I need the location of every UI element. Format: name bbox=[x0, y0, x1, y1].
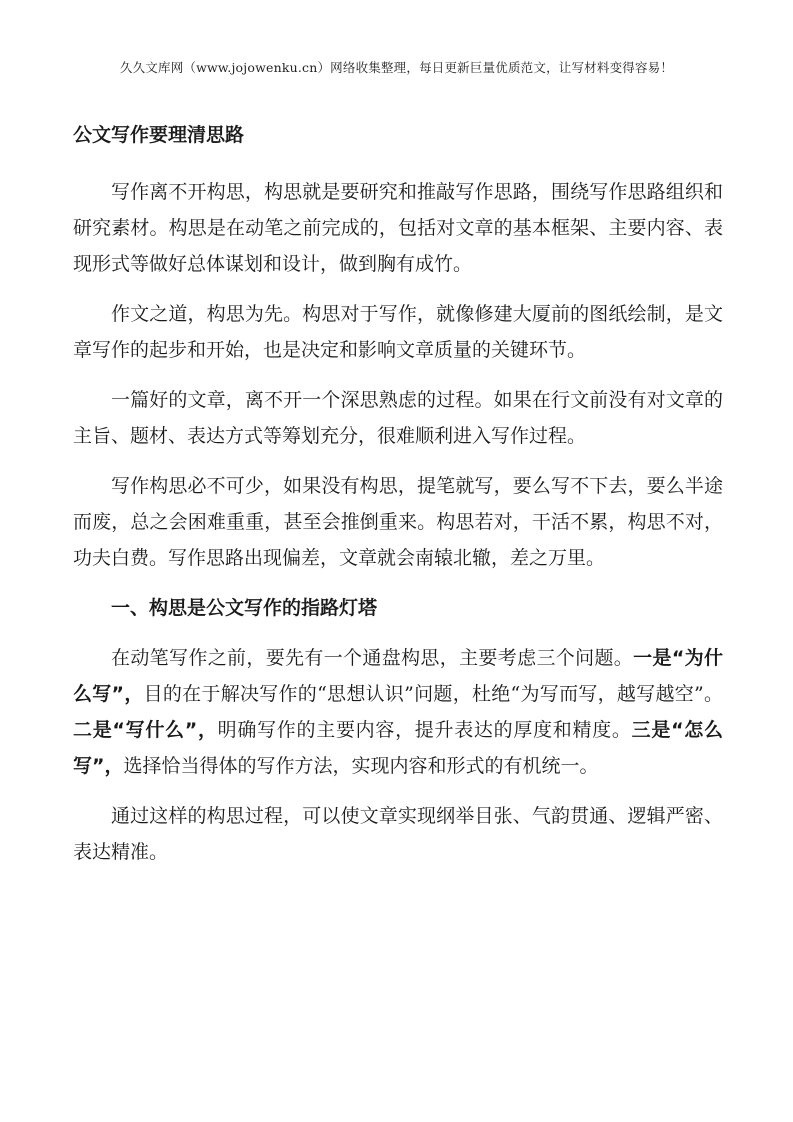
emphasis-point-one: 一是“为什么写”， bbox=[73, 647, 723, 705]
text-run: 在动笔写作之前，要先有一个通盘构思，主要考虑三个问题。 bbox=[111, 647, 634, 669]
paragraph: 通过这样的构思过程，可以使文章实现纲举目张、气韵贯通、逻辑严密、表达精准。 bbox=[73, 805, 723, 863]
page-header: 久久文库网（www.jojowenku.cn）网络收集整理，每日更新巨量优质范文，让写材料变得容易！ bbox=[119, 60, 674, 75]
document-title: 公文写作要理清思路 bbox=[73, 124, 245, 146]
emphasis-point-three: 三是“怎么写”， bbox=[73, 719, 723, 777]
paragraph: 一篇好的文章，离不开一个深思熟虑的过程。如果在行文前没有对文章的主旨、题材、表达方式等筹划充分，很难顺利进入写作过程。 bbox=[73, 389, 723, 447]
paragraph: 写作构思必不可少，如果没有构思，提笔就写，要么写不下去，要么半途而废，总之会困难重重，甚至会推倒重来。构思若对，干活不累，构思不对，功夫白费。写作思路出现偏差，文章就会南辕北辙，差之万里。 bbox=[73, 475, 723, 569]
emphasis-point-two: 二是“写什么”， bbox=[73, 719, 218, 741]
paragraph-with-emphasis bbox=[73, 640, 723, 784]
document-body bbox=[73, 118, 723, 884]
section-heading: 一、构思是公文写作的指路灯塔 bbox=[111, 597, 378, 619]
text-run: 目的在于解决写作的“思想认识”问题，杜绝“为写而写，越写越空”。 bbox=[143, 683, 723, 705]
text-run: 选择恰当得体的写作方法，实现内容和形式的有机统一。 bbox=[123, 755, 599, 777]
paragraph: 写作离不开构思，构思就是要研究和推敲写作思路，围绕写作思路组织和研究素材。构思是在动笔之前完成的，包括对文章的基本框架、主要内容、表现形式等做好总体谋划和设计，做到胸有成竹。 bbox=[73, 181, 723, 275]
text-run: 明确写作的主要内容，提升表达的厚度和精度。 bbox=[217, 719, 632, 741]
paragraph: 作文之道，构思为先。构思对于写作，就像修建大厦前的图纸绘制，是文章写作的起步和开始，也是决定和影响文章质量的关键环节。 bbox=[73, 303, 723, 361]
